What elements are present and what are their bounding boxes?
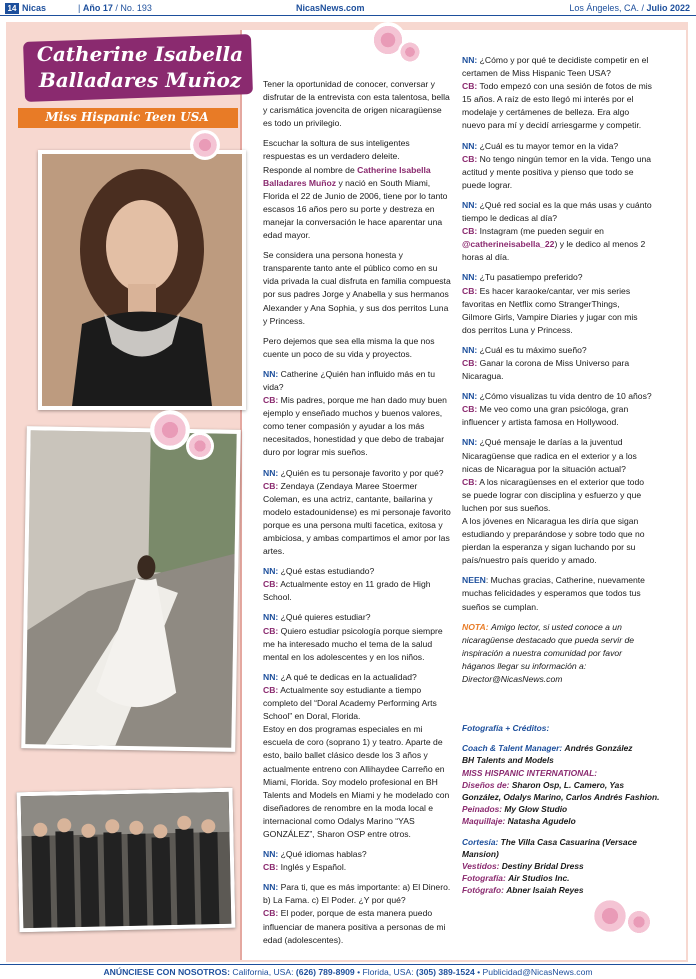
qa-item — [263, 671, 453, 841]
credit-value: Air Studios Inc. — [508, 873, 570, 884]
bio-pre: Responde al nombre de — [263, 164, 358, 175]
nn-label: NN: — [263, 849, 279, 860]
note-label: NOTA: — [462, 621, 489, 632]
footer-email: • Publicidad@NicasNews.com — [477, 967, 593, 977]
credit-fotografo — [462, 884, 660, 896]
nn-label: NN: — [263, 612, 279, 623]
question: ¿Qué idiomas hablas? — [280, 849, 367, 860]
month-label: Julio 2022 — [646, 3, 690, 13]
qa-item — [462, 436, 652, 567]
credit-key: Diseños de: — [462, 779, 510, 790]
credits-heading: Fotografía + Créditos: — [462, 723, 550, 733]
credit-key: Cortesía: — [462, 836, 499, 847]
neen-label: NEEN — [462, 575, 486, 586]
nn-label: NN: — [462, 55, 478, 65]
title-line-1: Catherine Isabella — [36, 42, 244, 66]
bio-name: Catherine Isabella Balladares Muñoz — [263, 164, 431, 188]
credit-disenos — [462, 779, 660, 803]
footer-bar — [0, 964, 696, 979]
issue-label: No. 193 — [120, 3, 152, 13]
answer: El poder, porque de esta manera puedo influenciar de manera positiva a personas de mi edad (adolescentes). — [263, 908, 446, 945]
footer-fl-phone: (305) 389-1524 — [415, 967, 475, 977]
flower-decoration — [398, 40, 422, 64]
question: ¿Cuál es tu mayor temor en la vida? — [479, 140, 619, 151]
nn-label: NN: — [263, 566, 279, 577]
question: ¿Qué estas estudiando? — [280, 566, 375, 577]
credit-value: My Glow Studio — [504, 804, 568, 815]
cb-label: CB: — [263, 908, 279, 919]
credit-peinados — [462, 803, 660, 815]
staircase-photo — [21, 426, 241, 752]
flower-decoration — [150, 410, 190, 450]
answer: Inglés y Español. — [280, 862, 347, 873]
qa-item — [462, 344, 652, 383]
flower-decoration — [186, 432, 214, 460]
question: ¿Qué quieres estudiar? — [280, 612, 371, 623]
article-column-left — [263, 78, 453, 954]
cb-label: CB: — [263, 480, 279, 491]
qa-item — [263, 848, 453, 874]
credit-vestidos — [462, 860, 660, 872]
note-paragraph — [462, 621, 652, 686]
credit-value: Andrés González — [564, 743, 633, 754]
answer: A los nicaragüenses en el exterior que todo se puede lograr con disciplina y esfuerzo y que luchen por sus sueños. — [462, 476, 645, 513]
footer-lead: ANÚNCIESE CON NOSOTROS: — [103, 967, 230, 977]
subtitle: Miss Hispanic Teen USA — [45, 110, 209, 124]
answer: No tengo ningún temor en la vida. Tengo una actitud y mente positiva y pienso que todo se puede lograr. — [462, 153, 652, 190]
question: ¿Tu pasatiempo preferido? — [479, 272, 583, 283]
qa-item — [462, 54, 652, 133]
credit-coach — [462, 742, 660, 754]
note-text: Amigo lector, si usted conoce a un nicaragüense destacado que pueda servir de inspiración a nuestra comunidad por favor háganos llegar su información a: Director@NicasNews.com — [462, 621, 634, 685]
bio-post: y nació en South Miami, Florida el 22 de Junio de 2006, tiene por lo tanto escasos 16 años pero su porte y destreza en manejar la conversación le hace aparentar una edad mayor. — [263, 177, 448, 241]
cb-label: CB: — [263, 579, 279, 590]
year-label: Año 17 — [82, 3, 113, 13]
issue-info: | Año 17 / No. 193 — [78, 3, 152, 13]
answer: Actualmente estoy en 11 grado de High School. — [263, 579, 431, 603]
cb-label: CB: — [263, 684, 279, 695]
answer: Ganar la corona de Miss Universo para Nicaragua. — [462, 357, 630, 382]
credit-maquillaje — [462, 815, 660, 827]
location: Los Ángeles, CA. — [569, 3, 639, 13]
nn-label: NN: — [462, 437, 478, 448]
cb-label: CB: — [462, 153, 478, 164]
nn-label: NN: — [462, 391, 478, 402]
group-photo — [17, 788, 236, 932]
nn-label: NN: — [263, 882, 279, 893]
closing-paragraph: NEEN: Muchas gracias, Catherine, nuevamente muchas felicidades y esperamos que todos tus sueños se cumplan. — [462, 575, 645, 612]
question: ¿A qué te dedicas en la actualidad? — [280, 671, 417, 682]
qa-item — [263, 881, 453, 946]
nn-label: NN: — [263, 467, 279, 478]
article-column-right — [462, 54, 652, 693]
question: ¿Cuál es tu máximo sueño? — [479, 344, 587, 355]
credit-value: Sharon Osp, L. Camero, Yas González, Odalys Marino, Carlos Andrés Fashion. — [462, 779, 660, 803]
footer-ca-phone: (626) 789-8909 — [295, 967, 355, 977]
photo-credits — [462, 722, 660, 897]
cb-label: CB: — [263, 625, 279, 636]
credit-fotografia — [462, 872, 660, 884]
footer-fl: • Florida, USA: — [357, 967, 414, 977]
paragraph: Pero dejemos que sea ella misma la que nos cuente un poco de su vida y proyectos. — [263, 335, 435, 359]
cb-label: CB: — [462, 285, 478, 296]
credit-value: BH Talents and Models — [462, 755, 554, 766]
qa-item — [462, 271, 652, 336]
closing-text: Muchas gracias, Catherine, nuevamente muchas felicidades y esperamos que todos tus sueños se cumplan. — [462, 575, 645, 612]
top-bar — [0, 0, 696, 16]
credit-cortesia — [462, 836, 660, 860]
qa-item — [462, 390, 652, 429]
nn-label: NN: — [263, 368, 279, 379]
intro-paragraph — [263, 137, 453, 242]
question: ¿Qué mensaje le darías a la juventud Nicaragüense que radica en el exterior y a los nicas de Nicaragua por la situación actual? — [462, 437, 637, 474]
portrait-photo — [38, 150, 246, 410]
credit-value: Destiny Bridal Dress — [501, 861, 584, 872]
credit-key: MISS HISPANIC INTERNATIONAL: — [462, 767, 598, 778]
answer: ) y le dedico al menos 2 horas al día. — [462, 239, 646, 263]
question: ¿Quién es tu personaje favorito y por qué? — [280, 467, 444, 478]
flower-decoration — [625, 908, 653, 936]
credit-value: Abner Isaiah Reyes — [506, 885, 584, 896]
qa-item — [263, 467, 453, 559]
site-name: NicasNews.com — [296, 3, 365, 13]
answer: Mis padres, porque me han dado muy buen ejemplo y enseñado muchos y buenos valores, como tener compasión y ayudar a los más necesitados, honestidad y que debo de trabajar duro por lograr mis sueños. — [263, 395, 447, 458]
instagram-handle: @catherineisabella_22 — [462, 239, 555, 250]
nn-label: NN: — [462, 140, 478, 151]
answer: Zendaya (Zendaya Maree Stoermer Coleman, es una actriz, cantante, bailarina y modelo estadounidense) es mi personaje favorito porque es una persona multi facetica, exitosa y ambiciosa, y ambas compartimos el amor por las artes. — [263, 480, 451, 557]
question: ¿Cómo y por qué te decidiste competir en el certamen de Miss Hispanic Teen USA? — [462, 55, 649, 79]
credit-key: Maquillaje: — [462, 816, 506, 827]
cb-label: CB: — [462, 226, 478, 237]
qa-item — [263, 611, 453, 663]
qa-item — [263, 368, 453, 460]
paragraph: Se considera una persona honesta y transparente tanto ante el público como en su vida privada la cual disfruta en familia compuesta por sus padres Jorge y Anabella y sus hermanos Alexander y Ana Sophia, y sus dos perritos Luna y Princess. — [263, 250, 451, 326]
nn-label: NN: — [263, 671, 279, 682]
answer: Es hacer karaoke/cantar, ver mis series favoritas en Netflix como StrangerThings, Gilmore Girls, Vampire Diaries y jugar con mis dos perritos Luna y Princess. — [462, 285, 638, 335]
qa-item — [462, 140, 652, 192]
credit-key: Vestidos: — [462, 861, 500, 872]
flower-decoration — [190, 130, 220, 160]
answer: Todo empezó con una sesión de fotos de mis 15 años. A raíz de esto llegó mi interés por el modelaje y certámenes de belleza. Era algo nuevo para mí y decidí arriesgarme y competir. — [462, 81, 652, 131]
cb-label: CB: — [263, 395, 279, 406]
question: Para ti, que es más importante: a) El Dinero. b) La Fama. c) El Poder. ¿Y por qué? — [263, 882, 451, 906]
credit-agency — [462, 754, 660, 766]
answer: Me veo como una gran psicóloga, gran influencer y artista famosa en Hollywood. — [462, 404, 629, 428]
credit-key: Peinados: — [462, 804, 503, 815]
credit-mhi — [462, 767, 660, 779]
page-number: 14 — [5, 3, 19, 14]
spacer — [462, 828, 660, 836]
answer: Instagram (me pueden seguir en — [479, 226, 604, 237]
qa-item — [462, 199, 652, 264]
flower-decoration — [590, 896, 630, 936]
question: ¿Qué red social es la que más usas y cuánto tiempo le dedicas al día? — [462, 199, 652, 224]
nn-label: NN: — [462, 199, 478, 210]
credit-key: Coach & Talent Manager: — [462, 743, 563, 754]
credit-key: Fotógrafo: — [462, 885, 504, 896]
answer-extra: Estoy en dos programas especiales en mi escuela de coro (soprano 1) y teatro. Aparte de esto, bailo ballet clásico desde los 3 años y actualmente entreno con Allihaydee Carreño en Miami, Florida. Soy modelo profesional en BH Talents and Models en Miami y he modelado con diseñadores de renombre en la moda local e internacional como Odalys Marino “YAS GONZÁLEZ”, Sharon OSP entre otros. — [263, 724, 450, 839]
intro-text: Escuchar la soltura de sus inteligentes respuestas es un verdadero deleite. — [263, 138, 410, 162]
question: Catherine ¿Quién han influido más en tu vida? — [263, 368, 435, 392]
answer-extra: A los jóvenes en Nicaragua les diría que sigan estudiando y preparándose y sobre todo que no pierdan la esperanza y sigan luchando por su país/nuestro país querido y amado. — [462, 516, 645, 566]
credit-value: Natasha Agudelo — [507, 816, 576, 827]
cb-label: CB: — [462, 476, 478, 487]
answer: Quiero estudiar psicología porque siempre me ha interesado mucho el tema de la salud mental en los adolescentes y en los niños. — [263, 625, 443, 662]
logo: Nicas — [22, 3, 47, 13]
cb-label: CB: — [462, 357, 478, 368]
intro-paragraph: Tener la oportunidad de conocer, conversar y disfrutar de la entrevista con esta talentosa, bella y carismática jovencita de origen nicaragüense es todo un privilegio. — [263, 79, 450, 129]
credit-key: Fotografía: — [462, 873, 506, 884]
question: ¿Cómo visualizas tu vida dentro de 10 años? — [479, 391, 652, 402]
title-line-2: Balladares Muñoz — [38, 68, 242, 92]
answer: Actualmente soy estudiante a tiempo completo del “Doral Academy Performing Arts School” en Doral, Florida. — [263, 684, 437, 722]
date-info: Los Ángeles, CA. / Julio 2022 — [569, 3, 690, 13]
cb-label: CB: — [462, 81, 478, 92]
credit-value: The Villa Casa Casuarina (Versace Mansion) — [462, 836, 637, 859]
cb-label: CB: — [462, 404, 478, 415]
nn-label: NN: — [462, 272, 478, 283]
nn-label: NN: — [462, 344, 478, 355]
footer-ca: California, USA: — [232, 967, 294, 977]
qa-item — [263, 565, 453, 604]
cb-label: CB: — [263, 862, 279, 873]
